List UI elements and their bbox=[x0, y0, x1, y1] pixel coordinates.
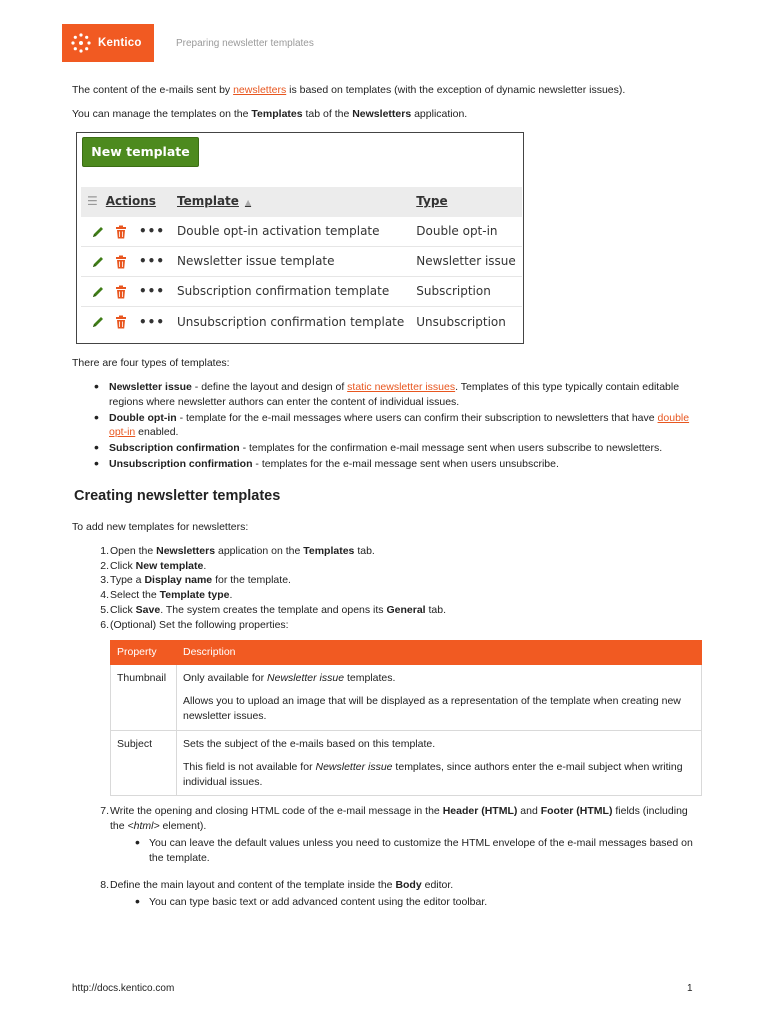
property-name: Subject bbox=[111, 730, 177, 796]
logo-text: Kentico bbox=[98, 36, 142, 49]
edit-icon[interactable] bbox=[91, 285, 105, 299]
actions-column-header[interactable]: ☰ Actions bbox=[81, 187, 171, 217]
more-actions-icon[interactable]: ••• bbox=[139, 254, 166, 269]
templates-grid bbox=[81, 187, 522, 337]
new-template-button[interactable]: New template bbox=[82, 137, 199, 167]
document-body bbox=[72, 83, 702, 920]
document-header-title: Preparing newsletter templates bbox=[176, 38, 314, 49]
intro-paragraph-1: The content of the e-mails sent by newsletters is based on templates (with the exception of dynamic newsletter issues). bbox=[72, 84, 626, 96]
intro-paragraph-2: You can manage the templates on the Templates tab of the Newsletters application. bbox=[72, 107, 468, 120]
row-actions bbox=[81, 307, 171, 337]
step-7-sublist bbox=[149, 836, 702, 866]
step-5: 5. Click Save. The system creates the template and opens its General tab. bbox=[100, 604, 447, 617]
steps-list bbox=[72, 544, 702, 633]
more-actions-icon[interactable]: ••• bbox=[139, 284, 166, 299]
template-name-cell: Double opt-in activation template bbox=[171, 217, 410, 247]
row-actions bbox=[81, 277, 171, 307]
properties-table bbox=[110, 640, 702, 796]
templates-screenshot bbox=[76, 132, 524, 344]
section-intro: To add new templates for newsletters: bbox=[72, 520, 249, 533]
step-1: 1. Open the Newsletters application on the Templates tab. bbox=[100, 544, 375, 557]
edit-icon[interactable] bbox=[91, 255, 105, 269]
sort-ascending-icon: ▲ bbox=[244, 198, 252, 208]
list-item: • You can leave the default values unless you need to customize the HTML envelope of the e-mail messages based on the template. bbox=[149, 836, 702, 866]
delete-icon[interactable] bbox=[115, 225, 127, 239]
template-type-cell: Newsletter issue bbox=[410, 247, 522, 277]
table-row[interactable] bbox=[81, 247, 522, 277]
kentico-flower-icon bbox=[70, 32, 92, 54]
step-8-sublist bbox=[149, 895, 702, 910]
template-name-cell: Subscription confirmation template bbox=[171, 277, 410, 307]
template-name-cell: Unsubscription confirmation template bbox=[177, 314, 405, 329]
template-name-cell: Newsletter issue template bbox=[171, 247, 410, 277]
property-description: Only available for Newsletter issue templates. Allows you to upload an image that will be displayed as a representation of the template when creating new newsletter issues. bbox=[177, 664, 702, 730]
edit-icon[interactable] bbox=[91, 225, 105, 239]
template-types-list bbox=[94, 380, 702, 472]
table-row[interactable] bbox=[81, 307, 522, 337]
table-row bbox=[111, 730, 702, 796]
step-6: 6. (Optional) Set the following properties: bbox=[100, 619, 289, 632]
description-column-header: Description bbox=[177, 641, 702, 665]
step-3: 3. Type a Display name for the template. bbox=[100, 574, 291, 587]
list-item: • Newsletter issue - define the layout and design of static newsletter issues. Templates of this type typically contain editable regions where newsletter authors can enter the content of individual issues. bbox=[94, 380, 702, 410]
property-column-header: Property bbox=[111, 641, 177, 665]
table-row[interactable] bbox=[81, 217, 522, 247]
static-newsletter-issues-link[interactable]: static newsletter issues bbox=[347, 380, 456, 393]
grid-header-row bbox=[81, 187, 522, 217]
steps-list-continued bbox=[72, 804, 702, 834]
step-4: 4. Select the Template type. bbox=[100, 589, 233, 602]
list-item: • You can type basic text or add advanced content using the editor toolbar. bbox=[149, 895, 702, 910]
property-name: Thumbnail bbox=[111, 664, 177, 730]
list-item: • Unsubscription confirmation - templates for the e-mail message sent when users unsubscribe. bbox=[94, 457, 702, 472]
more-actions-icon[interactable]: ••• bbox=[139, 314, 166, 329]
template-type-cell: Subscription bbox=[410, 277, 522, 307]
template-column-header[interactable]: Template ▲ bbox=[171, 187, 410, 217]
more-actions-icon[interactable]: ••• bbox=[139, 224, 166, 239]
step-2: 2. Click New template. bbox=[100, 559, 207, 572]
menu-lines-icon: ☰ bbox=[87, 194, 98, 209]
newsletters-link[interactable]: newsletters bbox=[233, 84, 287, 96]
delete-icon[interactable] bbox=[115, 315, 127, 329]
list-item: • Subscription confirmation - templates for the confirmation e-mail message sent when users subscribe to newsletters. bbox=[94, 441, 702, 456]
kentico-logo bbox=[62, 24, 154, 62]
properties-header-row bbox=[111, 641, 702, 665]
template-type-cell: Double opt-in bbox=[410, 217, 522, 247]
delete-icon[interactable] bbox=[115, 255, 127, 269]
table-row[interactable] bbox=[81, 277, 522, 307]
steps-list-final bbox=[72, 878, 702, 893]
template-type-cell: Unsubscription bbox=[416, 314, 506, 329]
type-column-header[interactable]: Type bbox=[410, 187, 522, 217]
list-item: • Double opt-in - template for the e-mail messages where users can confirm their subscription to newsletters that have double opt-in enabled. bbox=[94, 411, 702, 441]
footer-url: http://docs.kentico.com bbox=[72, 983, 175, 994]
types-intro: There are four types of templates: bbox=[72, 356, 230, 369]
double-opt-in-link[interactable]: double opt-in bbox=[109, 411, 690, 439]
step-8: 8. Define the main layout and content of the template inside the Body editor. bbox=[100, 879, 454, 892]
delete-icon[interactable] bbox=[115, 285, 127, 299]
row-actions bbox=[81, 247, 171, 277]
edit-icon[interactable] bbox=[91, 315, 105, 329]
table-row bbox=[111, 664, 702, 730]
page-number: 1 bbox=[687, 983, 693, 994]
row-actions bbox=[81, 217, 171, 247]
property-description: Sets the subject of the e-mails based on this template. This field is not available for Newsletter issue templates, since authors enter the e-mail subject when writing individual issues. bbox=[177, 730, 702, 796]
section-heading: Creating newsletter templates bbox=[74, 488, 281, 505]
step-7: 7. Write the opening and closing HTML code of the e-mail message in the Header (HTML) and Footer (HTML) fields (including the <html> element). bbox=[100, 805, 688, 833]
